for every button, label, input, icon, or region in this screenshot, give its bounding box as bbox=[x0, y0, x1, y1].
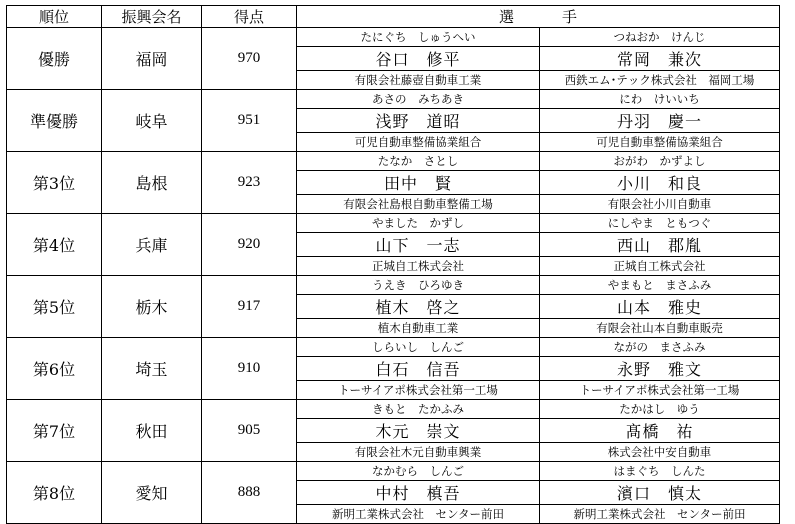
player1-company: 植木自動車工業 bbox=[297, 319, 540, 338]
player1-reading: きもと たかふみ bbox=[297, 400, 540, 419]
player2-company: 有限会社小川自動車 bbox=[540, 195, 780, 214]
result-group-row bbox=[7, 152, 780, 171]
score-cell: 910 bbox=[202, 338, 297, 400]
header-association: 振興会名 bbox=[102, 6, 202, 28]
player1-company: 有限会社藤壺自動車工業 bbox=[297, 71, 540, 90]
player2-name: 山本 雅史 bbox=[540, 295, 780, 319]
player1-company: 正城自工株式会社 bbox=[297, 257, 540, 276]
rank-cell: 優勝 bbox=[7, 28, 102, 90]
player2-company: 正城自工株式会社 bbox=[540, 257, 780, 276]
player2-name: 西山 郡胤 bbox=[540, 233, 780, 257]
result-group-row bbox=[7, 90, 780, 109]
player1-name: 白石 信吾 bbox=[297, 357, 540, 381]
player1-reading: たなか さとし bbox=[297, 152, 540, 171]
player1-reading: やました かずし bbox=[297, 214, 540, 233]
player2-reading: やまもと まさふみ bbox=[540, 276, 780, 295]
result-group-row bbox=[7, 276, 780, 295]
player1-reading: たにぐち しゅうへい bbox=[297, 28, 540, 47]
player2-name: 永野 雅文 bbox=[540, 357, 780, 381]
player2-company: トーサイアポ株式会社第一工場 bbox=[540, 381, 780, 400]
header-players-a: 選 bbox=[498, 8, 514, 26]
association-cell: 福岡 bbox=[102, 28, 202, 90]
rank-cell: 第6位 bbox=[7, 338, 102, 400]
player2-company: 株式会社中安自動車 bbox=[540, 443, 780, 462]
player1-name: 田中 賢 bbox=[297, 171, 540, 195]
association-cell: 兵庫 bbox=[102, 214, 202, 276]
score-cell: 917 bbox=[202, 276, 297, 338]
player1-company: 可児自動車整備協業組合 bbox=[297, 133, 540, 152]
player2-name: 小川 和良 bbox=[540, 171, 780, 195]
player1-name: 植木 啓之 bbox=[297, 295, 540, 319]
player2-company: 可児自動車整備協業組合 bbox=[540, 133, 780, 152]
header-rank: 順位 bbox=[7, 6, 102, 28]
score-cell: 970 bbox=[202, 28, 297, 90]
player2-reading: にしやま ともつぐ bbox=[540, 214, 780, 233]
player1-reading: うえき ひろゆき bbox=[297, 276, 540, 295]
rank-cell: 第7位 bbox=[7, 400, 102, 462]
player1-name: 山下 一志 bbox=[297, 233, 540, 257]
player2-reading: たかはし ゆう bbox=[540, 400, 780, 419]
player2-name: 常岡 兼次 bbox=[540, 47, 780, 71]
player2-reading: にわ けいいち bbox=[540, 90, 780, 109]
result-group-row bbox=[7, 462, 780, 481]
player1-reading: なかむら しんご bbox=[297, 462, 540, 481]
results-body bbox=[7, 28, 780, 524]
header-players-b: 手 bbox=[562, 8, 578, 26]
score-cell: 905 bbox=[202, 400, 297, 462]
header-players bbox=[297, 6, 780, 28]
player1-company: 有限会社木元自動車興業 bbox=[297, 443, 540, 462]
association-cell: 秋田 bbox=[102, 400, 202, 462]
player2-reading: はまぐち しんた bbox=[540, 462, 780, 481]
player2-reading: ながの まさふみ bbox=[540, 338, 780, 357]
player1-company: トーサイアポ株式会社第一工場 bbox=[297, 381, 540, 400]
player2-name: 濱口 慎太 bbox=[540, 481, 780, 505]
rank-cell: 第5位 bbox=[7, 276, 102, 338]
player2-name: 髙橋 祐 bbox=[540, 419, 780, 443]
result-group-row bbox=[7, 400, 780, 419]
score-cell: 951 bbox=[202, 90, 297, 152]
player2-company: 有限会社山本自動車販売 bbox=[540, 319, 780, 338]
player2-name: 丹羽 慶一 bbox=[540, 109, 780, 133]
score-cell: 888 bbox=[202, 462, 297, 524]
association-cell: 栃木 bbox=[102, 276, 202, 338]
score-cell: 923 bbox=[202, 152, 297, 214]
rank-cell: 第8位 bbox=[7, 462, 102, 524]
result-group-row bbox=[7, 28, 780, 47]
player1-reading: しらいし しんご bbox=[297, 338, 540, 357]
association-cell: 愛知 bbox=[102, 462, 202, 524]
header-row bbox=[7, 6, 780, 28]
results-table bbox=[6, 5, 780, 524]
association-cell: 埼玉 bbox=[102, 338, 202, 400]
player2-reading: おがわ かずよし bbox=[540, 152, 780, 171]
player2-company: 新明工業株式会社 センター前田 bbox=[540, 505, 780, 524]
result-group-row bbox=[7, 338, 780, 357]
player1-company: 有限会社島根自動車整備工場 bbox=[297, 195, 540, 214]
score-cell: 920 bbox=[202, 214, 297, 276]
player1-name: 木元 崇文 bbox=[297, 419, 540, 443]
player2-reading: つねおか けんじ bbox=[540, 28, 780, 47]
association-cell: 岐阜 bbox=[102, 90, 202, 152]
player1-name: 中村 槙吾 bbox=[297, 481, 540, 505]
association-cell: 島根 bbox=[102, 152, 202, 214]
rank-cell: 準優勝 bbox=[7, 90, 102, 152]
player2-company: 西鉄エム･テック株式会社 福岡工場 bbox=[540, 71, 780, 90]
rank-cell: 第3位 bbox=[7, 152, 102, 214]
player1-reading: あさの みちあき bbox=[297, 90, 540, 109]
player1-name: 谷口 修平 bbox=[297, 47, 540, 71]
header-score: 得点 bbox=[202, 6, 297, 28]
player1-name: 浅野 道昭 bbox=[297, 109, 540, 133]
player1-company: 新明工業株式会社 センター前田 bbox=[297, 505, 540, 524]
result-group-row bbox=[7, 214, 780, 233]
rank-cell: 第4位 bbox=[7, 214, 102, 276]
